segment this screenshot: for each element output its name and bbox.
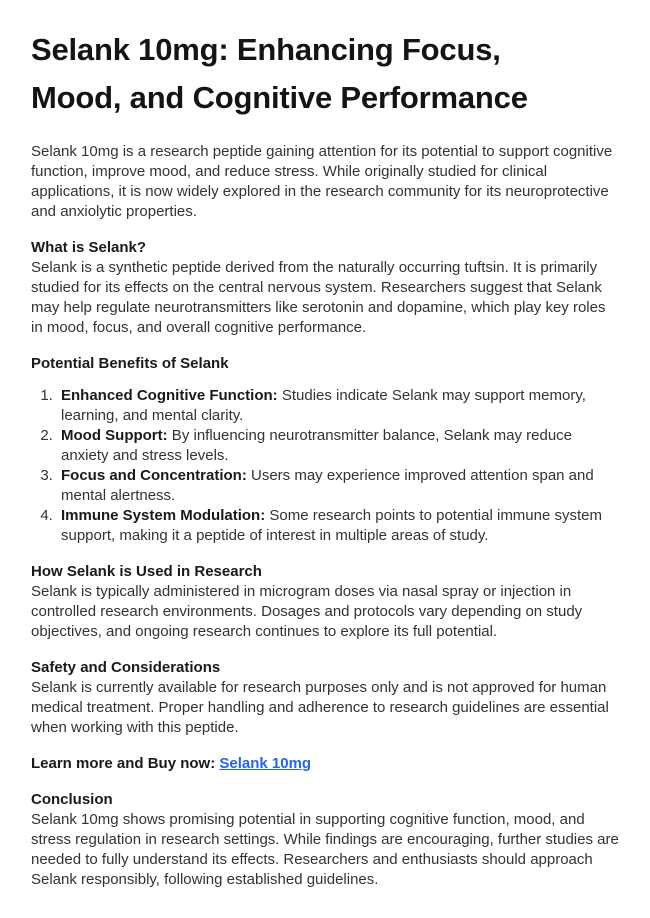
section-heading-conclusion: Conclusion [31,791,113,808]
section-safety-considerations [31,658,619,738]
list-item-text: By influencing neurotransmitter balance, Selank may reduce anxiety and stress levels. [61,427,573,464]
section-potential-benefits [31,354,619,546]
list-item-label: Mood Support: [61,427,168,444]
paragraph-safety-considerations: Selank is currently available for research purposes only and is not approved for human medical treatment. Proper handling and adherence to research guidelines are essential when working with this peptide. [31,679,609,736]
section-heading-safety-considerations: Safety and Considerations [31,659,221,676]
buy-now-line [31,754,619,774]
buy-now-label: Learn more and Buy now: [31,755,216,772]
paragraph-conclusion: Selank 10mg shows promising potential in supporting cognitive function, mood, and stress regulation in research settings. While findings are encouraging, further studies are needed to fully understand its effects. Researchers and enthusiasts should approach Selank responsibly, following established guidelines. [31,811,619,888]
selank-product-link[interactable]: Selank 10mg [219,755,312,772]
list-item-label: Enhanced Cognitive Function: [61,387,278,404]
benefits-list [31,386,619,546]
list-item-text: Users may experience improved attention span and mental alertness. [61,467,594,504]
list-item [57,506,619,546]
intro-paragraph: Selank 10mg is a research peptide gaining attention for its potential to support cognitive function, improve mood, and reduce stress. While originally studied for clinical applications, it is now widely explored in the research community for its neuroprotective and anxiolytic properties. [31,143,613,220]
list-item-label: Focus and Concentration: [61,467,247,484]
list-item [57,466,619,506]
paragraph-usage-in-research: Selank is typically administered in microgram doses via nasal spray or injection in controlled research environments. Dosages and protocols vary depending on study objectives, and ongoing research continues to explore its full potential. [31,583,583,640]
list-item [57,426,619,466]
list-item-text: Studies indicate Selank may support memory, learning, and mental clarity. [61,387,586,424]
paragraph-what-is-selank: Selank is a synthetic peptide derived from the naturally occurring tuftsin. It is primarily studied for its effects on the central nervous system. Researchers suggest that Selank may help regulate neurotransmitters like serotonin and dopamine, which play key roles in mood, focus, and overall cognitive performance. [31,259,606,336]
section-heading-what-is-selank: What is Selank? [31,239,147,256]
section-usage-in-research [31,562,619,642]
page-title: Selank 10mg: Enhancing Focus, Mood, and Cognitive Performance [31,32,528,115]
list-item-label: Immune System Modulation: [61,507,266,524]
list-item [57,386,619,426]
section-what-is-selank [31,238,619,338]
section-heading-potential-benefits: Potential Benefits of Selank [31,355,229,372]
section-heading-usage-in-research: How Selank is Used in Research [31,563,262,580]
section-conclusion [31,790,619,890]
list-item-text: Some research points to potential immune system support, making it a peptide of interest in multiple areas of study. [61,507,603,544]
